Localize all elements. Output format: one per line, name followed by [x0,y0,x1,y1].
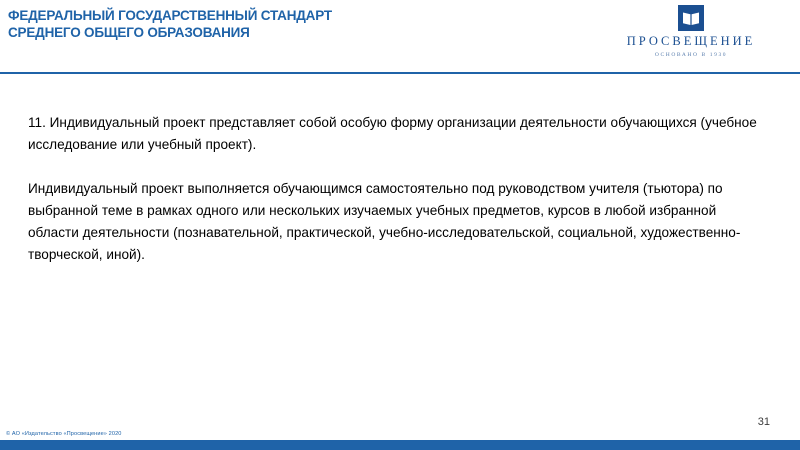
logo-tagline: ОСНОВАНО В 1930 [654,52,728,58]
header-divider [0,72,800,74]
book-emblem-icon [678,5,704,31]
body-paragraph-2: Индивидуальный проект выполняется обучающимся самостоятельно под руководством учителя (тьютора) по выбранной теме в рамках одного или нескольких изучаемых учебных предметов, курсов в любой избранной области деятельности (познавательной, практической, учебно-исследовательской, социальной, художественно-творческой, иной). [28,181,741,262]
slide-header [0,0,800,72]
page-number: 31 [757,416,770,428]
copyright-notice: © АО «Издательство «Просвещение» 2020 [6,431,122,437]
slide-body [28,112,768,266]
publisher-logo [606,5,776,61]
header-title [8,7,438,41]
logo-wordmark: ПРОСВЕЩЕНИЕ [626,34,756,48]
footer-bar [0,440,800,450]
body-paragraph-1: 11. Индивидуальный проект представляет собой особую форму организации деятельности обучающихся (учебное исследование или учебный проект). [28,115,757,152]
header-title-line-1: ФЕДЕРАЛЬНЫЙ ГОСУДАРСТВЕННЫЙ СТАНДАРТ [8,8,332,23]
header-title-line-2: СРЕДНЕГО ОБЩЕГО ОБРАЗОВАНИЯ [8,25,250,40]
